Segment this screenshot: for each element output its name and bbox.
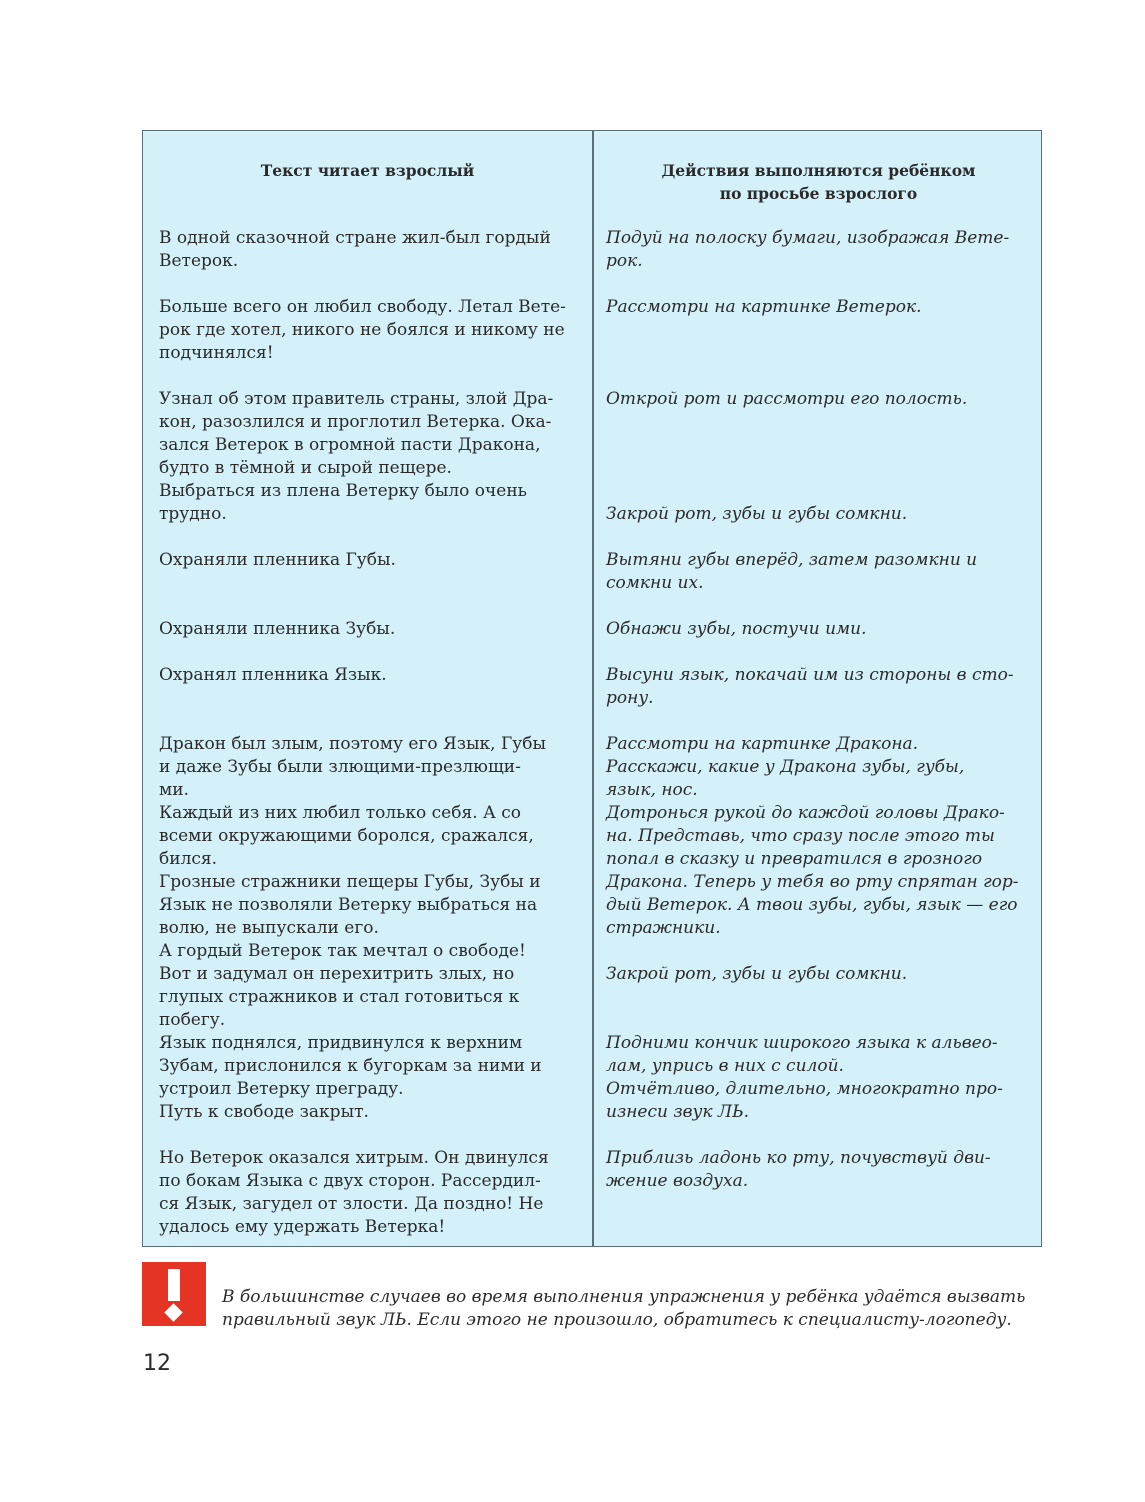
child-action: Обнажи зубы, постучи ими. bbox=[606, 619, 867, 639]
left-column-header: Текст читает взрослый bbox=[260, 161, 475, 180]
story-text: Охраняли пленника Зубы. bbox=[159, 619, 396, 639]
story-text: Больше всего он любил свободу. Летал Вете- рок где хотел, никого не боялся и никому не подчинялся! bbox=[159, 297, 566, 363]
child-action: Вытяни губы вперёд, затем разомкни и сомкни их. bbox=[606, 550, 978, 593]
child-action: Рассмотри на картинке Ветерок. bbox=[606, 297, 922, 317]
child-action: Рассмотри на картинке Дракона. Расскажи, какие у Дракона зубы, губы, язык, нос. Дотронься рукой до каждой головы Драко- на. Представь, что сразу после этого ты попал в сказку и превратился в грозного Дракона. Теперь у тебя во рту спрятан гор- дый Ветерок. А твои зубы, губы, язык — его стражники. bbox=[606, 734, 1019, 938]
note-text: В большинстве случаев во время выполнения упражнения у ребёнка удаётся вызвать правильный звук ЛЬ. Если этого не произошло, обратитесь к специалисту-логопеду. bbox=[222, 1287, 1026, 1330]
column-divider bbox=[592, 131, 594, 1246]
child-action: Закрой рот, зубы и губы сомкни. bbox=[606, 504, 908, 524]
story-text: В одной сказочной стране жил-был гордый Ветерок. bbox=[159, 228, 551, 271]
exclamation-icon bbox=[142, 1262, 206, 1326]
story-text: Охранял пленника Язык. bbox=[159, 665, 387, 685]
child-action: Высуни язык, покачай им из стороны в сто- рону. bbox=[606, 665, 1014, 708]
story-text: Узнал об этом правитель страны, злой Дра- кон, разозлился и проглотил Ветерка. Ока- зался Ветерок в огромной пасти Дракона, будто в тёмной и сырой пещере. Выбраться из плена Ветерку было очень трудно. bbox=[159, 389, 554, 524]
child-action: Открой рот и рассмотри его полость. bbox=[606, 389, 968, 409]
story-text: Дракон был злым, поэтому его Язык, Губы и даже Зубы были злющими-презлющи- ми. Каждый из них любил только себя. А со всеми окружающими боролся, сражался, бился. Грозные стражники пещеры Губы, Зубы и Язык не позволяли Ветерку выбраться на волю, не выпускали его. А гордый Ветерок так мечтал о свободе! Вот и задумал он перехитрить злых, но глупых стражников и стал готовиться к побегу. Язык поднялся, придвинулся к верхним Зубам, прислонился к бугоркам за ними и устроил Ветерку преграду. Путь к свободе закрыт. bbox=[159, 734, 546, 1122]
story-text: Охраняли пленника Губы. bbox=[159, 550, 396, 570]
story-text: Но Ветерок оказался хитрым. Он двинулся по бокам Языка с двух сторон. Рассердил- ся Язык, загудел от злости. Да поздно! Не удалось ему удержать Ветерка! bbox=[159, 1148, 549, 1237]
page-number: 12 bbox=[143, 1351, 171, 1376]
child-action: Подуй на полоску бумаги, изображая Вете- рок. bbox=[606, 228, 1010, 271]
story-table bbox=[142, 130, 1042, 1247]
right-column-header: Действия выполняются ребёнком по просьбе взрослого bbox=[661, 161, 976, 203]
child-action: Приблизь ладонь ко рту, почувствуй дви- жение воздуха. bbox=[606, 1148, 991, 1191]
child-action: Подними кончик широкого языка к альвео- лам, упрись в них с силой. Отчётливо, длительно, многократно про- изнеси звук ЛЬ. bbox=[606, 1033, 1003, 1122]
child-action: Закрой рот, зубы и губы сомкни. bbox=[606, 964, 908, 984]
